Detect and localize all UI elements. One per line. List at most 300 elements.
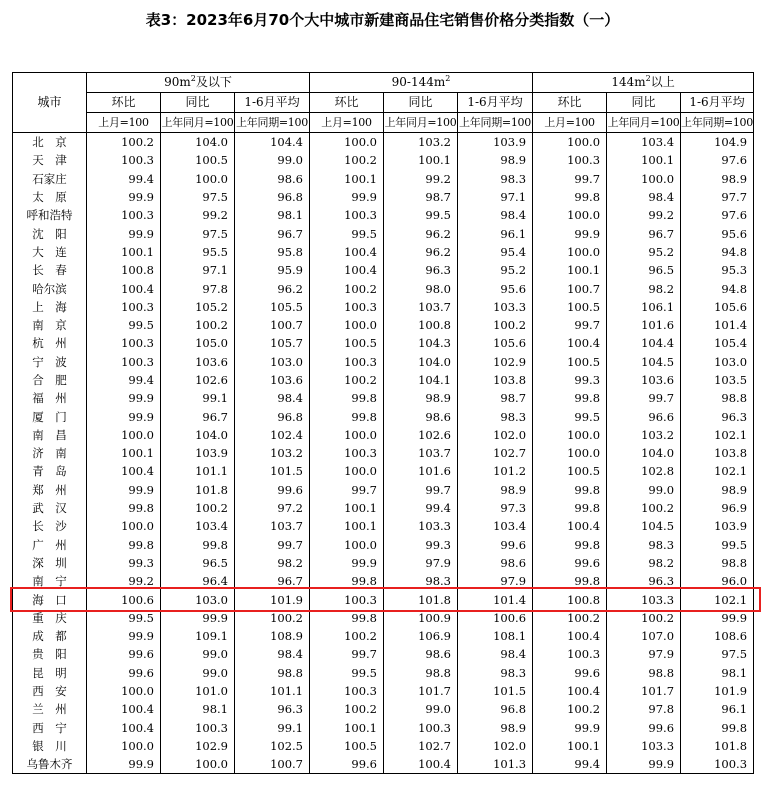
index-value: 103.3 [607,590,681,608]
index-value: 104.5 [607,353,681,371]
index-value: 96.7 [235,224,310,242]
index-value: 99.9 [533,719,607,737]
index-value: 95.8 [235,243,310,261]
index-value: 98.3 [458,407,533,425]
index-value: 100.8 [533,590,607,608]
table-row [13,627,754,645]
index-value: 99.6 [235,481,310,499]
index-value: 99.6 [533,664,607,682]
index-value: 100.0 [533,426,607,444]
index-value: 100.4 [87,279,161,297]
index-value: 102.4 [235,426,310,444]
index-value: 100.2 [235,609,310,627]
index-value: 99.9 [681,609,754,627]
index-value: 101.3 [458,755,533,774]
index-value: 101.4 [681,316,754,334]
index-value: 98.0 [384,279,458,297]
index-value: 103.7 [235,517,310,535]
index-value: 97.9 [607,645,681,663]
table-row [13,572,754,590]
index-value: 102.9 [458,353,533,371]
index-value: 101.8 [161,481,235,499]
index-value: 100.3 [533,151,607,169]
index-value: 103.6 [607,371,681,389]
index-value: 103.9 [681,517,754,535]
city-name: 济 南 [13,444,87,462]
index-value: 100.0 [161,755,235,774]
index-value: 98.4 [235,645,310,663]
index-value: 99.9 [87,407,161,425]
index-value: 104.0 [607,444,681,462]
index-value: 103.3 [384,517,458,535]
index-value: 100.0 [87,682,161,700]
index-value: 103.2 [235,444,310,462]
index-value: 98.9 [458,151,533,169]
index-value: 98.1 [161,700,235,718]
index-value: 97.6 [681,151,754,169]
city-name: 长 沙 [13,517,87,535]
index-value: 99.4 [533,755,607,774]
table-row [13,224,754,242]
index-value: 96.5 [161,554,235,572]
city-name: 厦 门 [13,407,87,425]
index-value: 100.1 [87,444,161,462]
index-value: 104.1 [384,371,458,389]
index-value: 99.8 [310,407,384,425]
city-name: 南 昌 [13,426,87,444]
index-value: 97.7 [681,188,754,206]
metric-header: 同比 [607,93,681,113]
index-value: 99.3 [384,536,458,554]
index-value: 100.3 [87,206,161,224]
index-value: 100.1 [533,261,607,279]
index-value: 104.5 [607,517,681,535]
index-value: 98.9 [384,389,458,407]
metric-header: 环比 [310,93,384,113]
index-value: 99.9 [161,609,235,627]
header-row-bases [13,113,754,133]
index-value: 100.3 [310,206,384,224]
index-value: 99.8 [533,499,607,517]
index-value: 95.5 [161,243,235,261]
index-value: 97.8 [607,700,681,718]
table-row [13,243,754,261]
table-row [13,389,754,407]
index-value: 98.8 [681,554,754,572]
index-value: 98.1 [235,206,310,224]
index-value: 100.4 [310,243,384,261]
index-value: 96.1 [681,700,754,718]
city-name: 杭 州 [13,334,87,352]
index-value: 95.6 [681,224,754,242]
city-name: 合 肥 [13,371,87,389]
index-value: 100.1 [87,243,161,261]
index-value: 99.5 [87,609,161,627]
city-name: 昆 明 [13,664,87,682]
index-value: 100.4 [384,755,458,774]
index-value: 99.9 [533,224,607,242]
index-value: 100.7 [235,755,310,774]
index-value: 99.5 [310,664,384,682]
index-value: 103.3 [607,737,681,755]
table-row [13,664,754,682]
index-value: 100.1 [607,151,681,169]
index-value: 97.5 [161,188,235,206]
index-value: 100.0 [310,426,384,444]
index-value: 100.3 [87,151,161,169]
index-value: 100.3 [87,298,161,316]
table-row [13,609,754,627]
index-value: 108.6 [681,627,754,645]
index-value: 100.0 [533,243,607,261]
index-value: 104.3 [384,334,458,352]
index-value: 97.5 [161,224,235,242]
city-name: 太 原 [13,188,87,206]
index-value: 100.3 [310,682,384,700]
city-name: 贵 阳 [13,645,87,663]
index-value: 99.7 [533,170,607,188]
index-value: 96.2 [235,279,310,297]
table-row [13,645,754,663]
index-value: 100.0 [310,316,384,334]
index-value: 102.8 [607,462,681,480]
index-value: 100.0 [533,206,607,224]
index-value: 97.2 [235,499,310,517]
city-name: 南 京 [13,316,87,334]
index-value: 97.8 [161,279,235,297]
index-value: 102.7 [384,737,458,755]
index-value: 100.2 [310,151,384,169]
index-value: 100.2 [310,627,384,645]
index-value: 101.1 [235,682,310,700]
index-value: 98.2 [235,554,310,572]
table-title: 表3：2023年6月70个大中城市新建商品住宅销售价格分类指数（一） [145,11,620,29]
index-value: 98.8 [235,664,310,682]
index-value: 99.4 [87,170,161,188]
index-value: 103.2 [384,133,458,152]
index-value: 101.7 [384,682,458,700]
metric-header: 1-6月平均 [681,93,754,113]
metric-header: 1-6月平均 [235,93,310,113]
index-value: 97.1 [161,261,235,279]
index-value: 100.4 [533,517,607,535]
index-value: 99.9 [87,389,161,407]
index-value: 96.8 [235,407,310,425]
metric-header: 同比 [384,93,458,113]
index-value: 99.6 [87,645,161,663]
index-value: 96.2 [384,243,458,261]
index-value: 101.1 [161,462,235,480]
index-value: 99.2 [384,170,458,188]
index-value: 99.6 [533,554,607,572]
index-value: 100.3 [310,298,384,316]
index-value: 99.5 [384,206,458,224]
header-row-metrics [13,93,754,113]
city-name: 兰 州 [13,700,87,718]
city-name: 大 连 [13,243,87,261]
index-value: 100.4 [87,462,161,480]
index-value: 99.0 [607,481,681,499]
index-value: 103.4 [161,517,235,535]
index-value: 96.9 [681,499,754,517]
table-row [13,188,754,206]
index-value: 99.0 [384,700,458,718]
index-value: 98.3 [458,664,533,682]
index-value: 102.6 [384,426,458,444]
index-value: 95.3 [681,261,754,279]
index-value: 98.2 [607,554,681,572]
index-value: 99.1 [235,719,310,737]
index-value: 99.9 [310,188,384,206]
index-value: 96.2 [384,224,458,242]
index-value: 99.0 [235,151,310,169]
index-value: 100.2 [310,700,384,718]
base-header: 上年同期=100 [458,113,533,133]
index-value: 105.4 [681,334,754,352]
index-value: 101.8 [384,590,458,608]
index-value: 99.6 [458,536,533,554]
index-value: 99.9 [87,627,161,645]
index-value: 99.9 [607,755,681,774]
index-value: 96.7 [161,407,235,425]
index-value: 96.8 [458,700,533,718]
base-header: 上月=100 [87,113,161,133]
index-value: 100.2 [310,279,384,297]
header-row-groups [13,73,754,93]
index-value: 101.9 [681,682,754,700]
index-value: 102.1 [681,462,754,480]
city-column-header: 城市 [13,73,87,133]
index-value: 102.5 [235,737,310,755]
index-value: 101.8 [681,737,754,755]
index-value: 104.0 [161,426,235,444]
group-header-small: $90m^2$及以下 [87,73,310,93]
index-value: 99.2 [161,206,235,224]
price-index-table [12,72,754,774]
index-value: 100.3 [87,334,161,352]
table-row [13,755,754,774]
index-value: 98.6 [458,554,533,572]
index-value: 103.8 [681,444,754,462]
index-value: 100.0 [87,737,161,755]
index-value: 98.9 [681,481,754,499]
index-value: 105.6 [681,298,754,316]
index-value: 100.2 [458,316,533,334]
table-row [13,353,754,371]
city-name: 乌鲁木齐 [13,755,87,774]
index-value: 96.6 [607,407,681,425]
city-name: 成 都 [13,627,87,645]
city-name: 呼和浩特 [13,206,87,224]
index-value: 108.1 [458,627,533,645]
index-value: 109.1 [161,627,235,645]
index-value: 99.5 [533,407,607,425]
index-value: 99.9 [87,224,161,242]
index-value: 100.3 [681,755,754,774]
index-value: 99.1 [161,389,235,407]
index-value: 103.7 [384,444,458,462]
index-value: 99.8 [681,719,754,737]
index-value: 98.3 [458,170,533,188]
index-value: 98.3 [384,572,458,590]
index-value: 98.9 [458,719,533,737]
index-value: 104.4 [235,133,310,152]
index-value: 95.2 [458,261,533,279]
city-name: 福 州 [13,389,87,407]
index-value: 99.2 [87,572,161,590]
index-value: 103.0 [235,353,310,371]
index-value: 98.9 [681,170,754,188]
metric-header: 环比 [533,93,607,113]
index-value: 101.6 [607,316,681,334]
table-row [13,737,754,755]
city-name: 沈 阳 [13,224,87,242]
index-value: 100.3 [87,353,161,371]
metric-header: 环比 [87,93,161,113]
group-header-large: $144m^2$以上 [533,73,754,93]
index-value: 100.4 [533,682,607,700]
index-value: 99.8 [161,536,235,554]
index-value: 99.8 [533,572,607,590]
index-value: 99.8 [310,572,384,590]
index-value: 96.7 [607,224,681,242]
index-value: 100.0 [87,517,161,535]
city-name: 西 安 [13,682,87,700]
index-value: 100.0 [310,133,384,152]
index-value: 100.0 [607,170,681,188]
index-value: 98.6 [235,170,310,188]
city-name: 石家庄 [13,170,87,188]
index-value: 100.3 [310,590,384,608]
index-value: 101.2 [458,462,533,480]
index-value: 103.8 [458,371,533,389]
index-value: 104.4 [607,334,681,352]
index-value: 99.5 [681,536,754,554]
index-value: 94.8 [681,243,754,261]
index-value: 102.0 [458,737,533,755]
index-value: 101.7 [607,682,681,700]
base-header: 上年同期=100 [235,113,310,133]
index-value: 100.4 [87,700,161,718]
city-name: 北 京 [13,133,87,152]
index-value: 99.0 [161,645,235,663]
index-value: 100.5 [533,353,607,371]
index-value: 97.3 [458,499,533,517]
index-value: 102.1 [681,426,754,444]
index-value: 99.3 [87,554,161,572]
index-value: 101.4 [458,590,533,608]
index-value: 103.3 [458,298,533,316]
city-name: 青 岛 [13,462,87,480]
index-value: 106.9 [384,627,458,645]
index-value: 95.4 [458,243,533,261]
index-value: 100.6 [458,609,533,627]
index-value: 100.3 [533,645,607,663]
index-value: 96.5 [607,261,681,279]
index-value: 105.5 [235,298,310,316]
table-row [13,279,754,297]
city-name: 宁 波 [13,353,87,371]
index-value: 107.0 [607,627,681,645]
index-value: 99.6 [87,664,161,682]
index-value: 96.8 [235,188,310,206]
city-name: 广 州 [13,536,87,554]
index-value: 99.2 [607,206,681,224]
index-value: 94.8 [681,279,754,297]
table-row [13,133,754,152]
index-value: 98.4 [458,206,533,224]
index-value: 101.9 [235,590,310,608]
index-value: 99.8 [87,536,161,554]
city-name: 海 口 [13,590,87,608]
table-row [13,371,754,389]
index-value: 98.4 [607,188,681,206]
table-row [13,554,754,572]
table-row [13,536,754,554]
index-value: 100.0 [533,133,607,152]
index-value: 98.4 [458,645,533,663]
index-value: 98.8 [607,664,681,682]
index-value: 100.0 [310,536,384,554]
index-value: 98.7 [458,389,533,407]
table-row [13,426,754,444]
index-value: 100.2 [607,609,681,627]
index-value: 96.0 [681,572,754,590]
index-value: 99.4 [384,499,458,517]
index-value: 96.3 [681,407,754,425]
base-header: 上年同期=100 [681,113,754,133]
index-value: 100.2 [310,371,384,389]
table-row [13,499,754,517]
index-value: 99.9 [87,188,161,206]
index-value: 98.4 [235,389,310,407]
table-row [13,261,754,279]
index-value: 100.8 [87,261,161,279]
table-row [13,700,754,718]
index-value: 104.0 [384,353,458,371]
index-value: 99.7 [607,389,681,407]
index-value: 99.8 [533,188,607,206]
index-value: 103.0 [161,590,235,608]
index-value: 99.7 [533,316,607,334]
index-value: 100.1 [533,737,607,755]
index-value: 96.3 [607,572,681,590]
index-value: 96.3 [384,261,458,279]
index-value: 105.6 [458,334,533,352]
table-body [13,133,754,774]
index-value: 100.2 [161,499,235,517]
table-row [13,517,754,535]
base-header: 上月=100 [310,113,384,133]
index-value: 101.6 [384,462,458,480]
index-value: 98.6 [384,645,458,663]
index-value: 100.5 [533,298,607,316]
index-value: 97.6 [681,206,754,224]
index-value: 98.6 [384,407,458,425]
index-value: 99.8 [310,389,384,407]
group-header-medium: $90-144m^2$ [310,73,533,93]
index-value: 103.9 [161,444,235,462]
index-value: 100.4 [87,719,161,737]
index-value: 103.2 [607,426,681,444]
index-value: 98.8 [681,389,754,407]
index-value: 99.9 [87,755,161,774]
city-name: 深 圳 [13,554,87,572]
index-value: 100.5 [533,462,607,480]
index-value: 98.1 [681,664,754,682]
index-value: 99.8 [533,536,607,554]
index-value: 100.2 [533,700,607,718]
